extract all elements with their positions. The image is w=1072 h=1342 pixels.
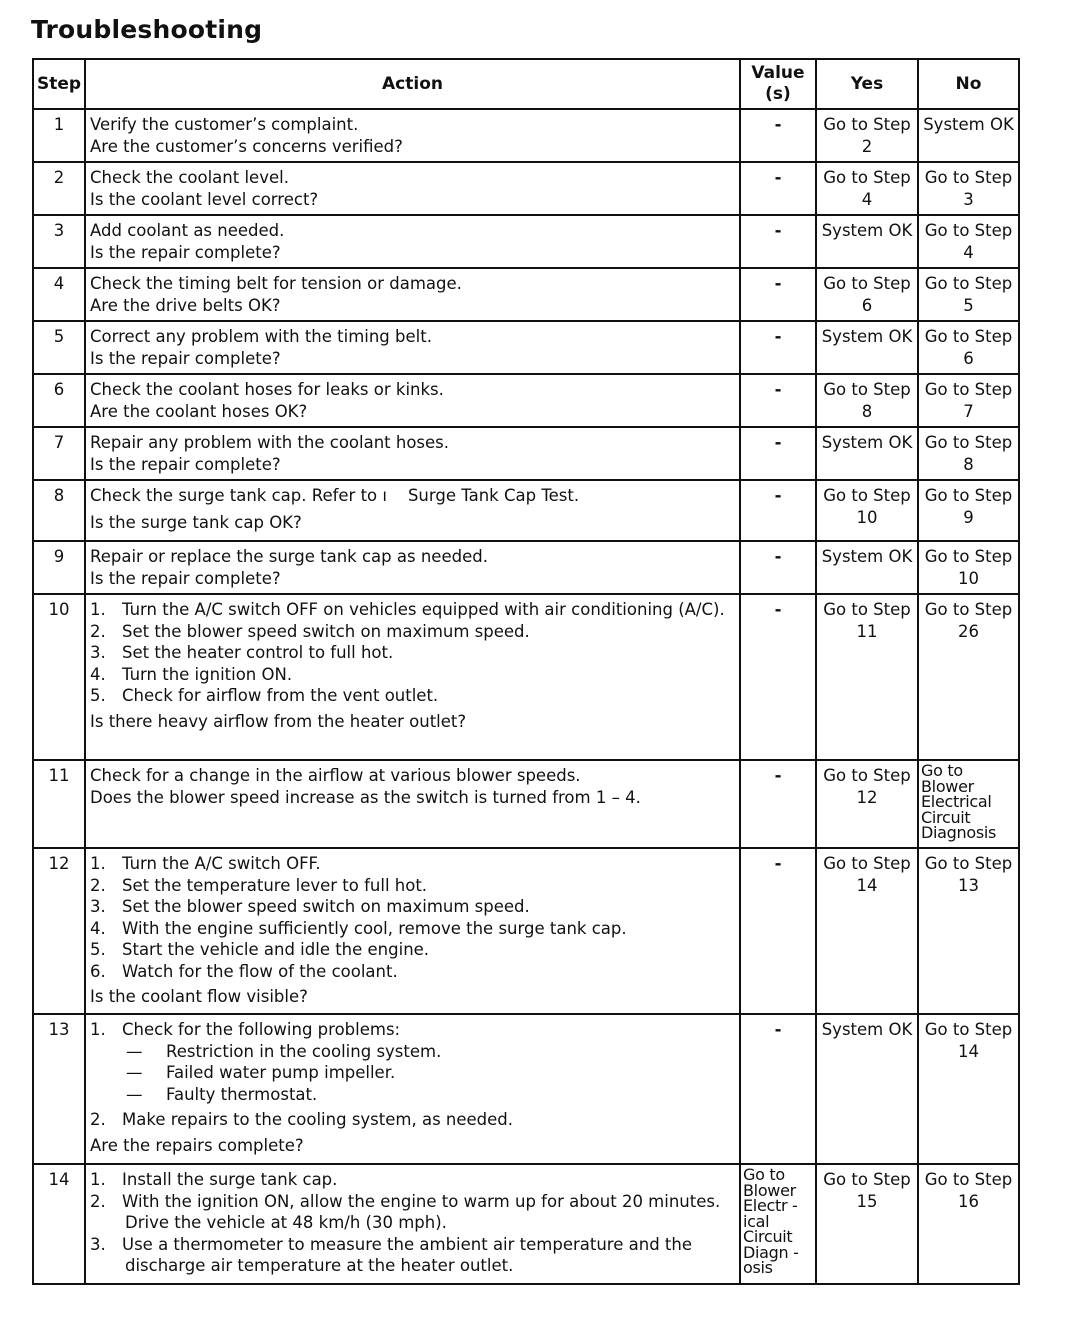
yes-cell: System OK [816,541,918,594]
action-question: Is the repair complete? [90,454,281,474]
list-item [126,1041,735,1063]
step-number: 8 [33,480,85,541]
list-item [126,1062,735,1084]
no-cell: Go to Step 4 [918,215,1019,268]
list-item [90,621,735,643]
list-item [90,896,735,918]
action-steps-list [90,599,735,707]
list-item [90,599,735,621]
dash-mark: — [126,1063,143,1082]
list-item [90,918,735,940]
value-cell: - [740,268,816,321]
table-row [33,760,1019,848]
table-row [33,1164,1019,1284]
table-row [33,594,1019,760]
item-number: 1. [90,600,106,619]
step-number: 3 [33,215,85,268]
action-instruction: Repair any problem with the coolant hoses. [90,433,450,452]
item-text: Set the blower speed switch on maximum speed. [122,621,530,641]
step-number: 5 [33,321,85,374]
item-text: Watch for the flow of the coolant. [122,961,398,981]
action-cell [85,760,740,848]
no-cell: Go to Step 5 [918,268,1019,321]
value-cell: - [740,321,816,374]
value-cell: - [740,162,816,215]
item-number: 3. [90,1234,106,1254]
action-steps-list [90,1019,735,1041]
action-question: Does the blower speed increase as the switch is turned from 1 – 4. [90,787,641,807]
action-instruction: Repair or replace the surge tank cap as needed. [90,547,488,566]
no-cell: Go to Step 7 [918,374,1019,427]
table-row [33,374,1019,427]
troubleshooting-table [32,58,1020,1285]
item-number: 2. [90,875,106,895]
no-cell: Go to Step 10 [918,541,1019,594]
step-number: 9 [33,541,85,594]
yes-cell: Go to Step 14 [816,848,918,1014]
value-cell: - [740,760,816,848]
list-item [90,853,735,875]
table-row [33,1014,1019,1164]
item-text: Make repairs to the cooling system, as needed. [122,1110,514,1129]
action-instruction: Check the coolant hoses for leaks or kinks. [90,380,444,399]
action-instruction: Check for a change in the airflow at various blower speeds. [90,766,581,785]
table-row [33,162,1019,215]
header-step: Step [33,59,85,109]
action-cell [85,480,740,541]
action-steps-list [90,1109,735,1131]
step-number: 7 [33,427,85,480]
action-instruction: Verify the customer’s complaint. [90,115,359,134]
list-item [90,1169,735,1191]
action-cell [85,427,740,480]
list-item [90,875,735,897]
value-cell: Go to Blower Electr - ical Circuit Diagn - osis [740,1164,816,1284]
action-cell [85,541,740,594]
step-number: 1 [33,109,85,162]
table-row [33,427,1019,480]
action-question: Are the customer’s concerns verified? [90,136,403,156]
table-row [33,480,1019,541]
value-cell: - [740,1014,816,1164]
value-cell: - [740,541,816,594]
item-text: Turn the A/C switch OFF on vehicles equipped with air conditioning (A/C). [122,600,725,619]
item-number: 4. [90,918,106,938]
item-number: 1. [90,1020,106,1039]
item-number: 2. [90,1191,106,1211]
table-row [33,321,1019,374]
action-question: Is the coolant flow visible? [90,987,308,1006]
header-value: Value (s) [740,59,816,109]
no-cell: Go to Step 9 [918,480,1019,541]
action-cell [85,215,740,268]
item-text: Restriction in the cooling system. [166,1041,442,1061]
dash-mark: — [126,1041,143,1061]
header-row [33,59,1019,109]
item-text: Start the vehicle and idle the engine. [122,940,430,959]
list-item [90,939,735,961]
action-instruction: Correct any problem with the timing belt. [90,327,432,346]
action-cell [85,374,740,427]
step-number: 2 [33,162,85,215]
yes-cell: System OK [816,215,918,268]
item-number: 5. [90,940,106,959]
yes-cell: Go to Step 11 [816,594,918,760]
action-question: Are the coolant hoses OK? [90,401,308,421]
item-number: 5. [90,686,106,705]
step-number: 6 [33,374,85,427]
step-number: 4 [33,268,85,321]
action-cell [85,848,740,1014]
action-instruction: Add coolant as needed. [90,221,285,240]
action-question: Is the repair complete? [90,568,281,588]
yes-cell: System OK [816,321,918,374]
value-cell: - [740,374,816,427]
table-row [33,848,1019,1014]
item-text: Set the blower speed switch on maximum speed. [122,897,530,916]
item-text: Check for airflow from the vent outlet. [122,686,439,705]
action-cell [85,1014,740,1164]
header-yes: Yes [816,59,918,109]
yes-cell: Go to Step 6 [816,268,918,321]
item-number: 6. [90,961,106,981]
item-text: Set the heater control to full hot. [122,643,394,662]
value-cell: - [740,480,816,541]
list-item [90,961,735,983]
page-title: Troubleshooting [31,15,263,44]
action-question: Are the drive belts OK? [90,295,281,315]
action-instruction: Check the surge tank cap. Refer to ı Surge Tank Cap Test. [90,486,580,505]
list-item [90,664,735,686]
value-cell: - [740,848,816,1014]
list-item [90,1234,735,1277]
item-number: 3. [90,897,106,916]
action-question: Is the repair complete? [90,242,281,262]
no-cell: System OK [918,109,1019,162]
action-steps-list [90,853,735,982]
item-number: 2. [90,621,106,641]
yes-cell: Go to Step 8 [816,374,918,427]
no-cell: Go to Step 13 [918,848,1019,1014]
no-cell: Go to Blower Electrical Circuit Diagnosis [918,760,1019,848]
action-cell [85,162,740,215]
item-text: Check for the following problems: [122,1020,401,1039]
item-number: 4. [90,664,106,684]
list-item [90,1109,735,1131]
table-row [33,268,1019,321]
item-text: With the ignition ON, allow the engine to warm up for about 20 minutes. Drive the vehicle at 48 km/h (30 mph). [122,1191,721,1232]
table-row [33,215,1019,268]
item-number: 2. [90,1110,106,1129]
yes-cell: Go to Step 4 [816,162,918,215]
dash-mark: — [126,1084,143,1104]
action-question: Is the repair complete? [90,348,281,368]
action-question: Are the repairs complete? [90,1135,304,1155]
header-action: Action [85,59,740,109]
item-text: Set the temperature lever to full hot. [122,875,428,895]
value-cell: - [740,427,816,480]
no-cell: Go to Step 14 [918,1014,1019,1164]
yes-cell: Go to Step 15 [816,1164,918,1284]
action-instruction: Check the timing belt for tension or damage. [90,274,462,293]
yes-cell: Go to Step 12 [816,760,918,848]
value-cell: - [740,109,816,162]
yes-cell: System OK [816,1014,918,1164]
yes-cell: System OK [816,427,918,480]
list-item [90,685,735,707]
yes-cell: Go to Step 10 [816,480,918,541]
step-number: 14 [33,1164,85,1284]
problem-list [90,1041,735,1106]
no-cell: Go to Step 8 [918,427,1019,480]
action-question: Is there heavy airflow from the heater outlet? [90,711,467,731]
action-cell [85,594,740,760]
value-cell: - [740,215,816,268]
step-number: 13 [33,1014,85,1164]
table-row [33,109,1019,162]
item-text: Failed water pump impeller. [166,1063,396,1082]
item-number: 1. [90,1170,106,1189]
action-question: Is the surge tank cap OK? [90,512,302,532]
list-item [90,642,735,664]
no-cell: Go to Step 16 [918,1164,1019,1284]
item-number: 1. [90,854,106,873]
item-text: With the engine sufficiently cool, remove the surge tank cap. [122,918,627,938]
action-cell [85,1164,740,1284]
action-cell [85,268,740,321]
step-number: 10 [33,594,85,760]
action-steps-list [90,1169,735,1277]
item-text: Turn the ignition ON. [122,664,293,684]
header-no: No [918,59,1019,109]
item-number: 3. [90,643,106,662]
no-cell: Go to Step 3 [918,162,1019,215]
list-item [90,1191,735,1234]
step-number: 12 [33,848,85,1014]
list-item [90,1019,735,1041]
no-cell: Go to Step 6 [918,321,1019,374]
item-text: Turn the A/C switch OFF. [122,854,321,873]
action-cell [85,109,740,162]
yes-cell: Go to Step 2 [816,109,918,162]
value-cell: - [740,594,816,760]
no-cell: Go to Step 26 [918,594,1019,760]
item-text: Use a thermometer to measure the ambient air temperature and the discharge air temperature at the heater outlet. [122,1234,692,1275]
table-row [33,541,1019,594]
step-number: 11 [33,760,85,848]
list-item [126,1084,735,1106]
action-cell [85,321,740,374]
action-question: Is the coolant level correct? [90,189,319,209]
action-instruction: Check the coolant level. [90,168,289,187]
item-text: Install the surge tank cap. [122,1170,338,1189]
item-text: Faulty thermostat. [166,1084,318,1104]
